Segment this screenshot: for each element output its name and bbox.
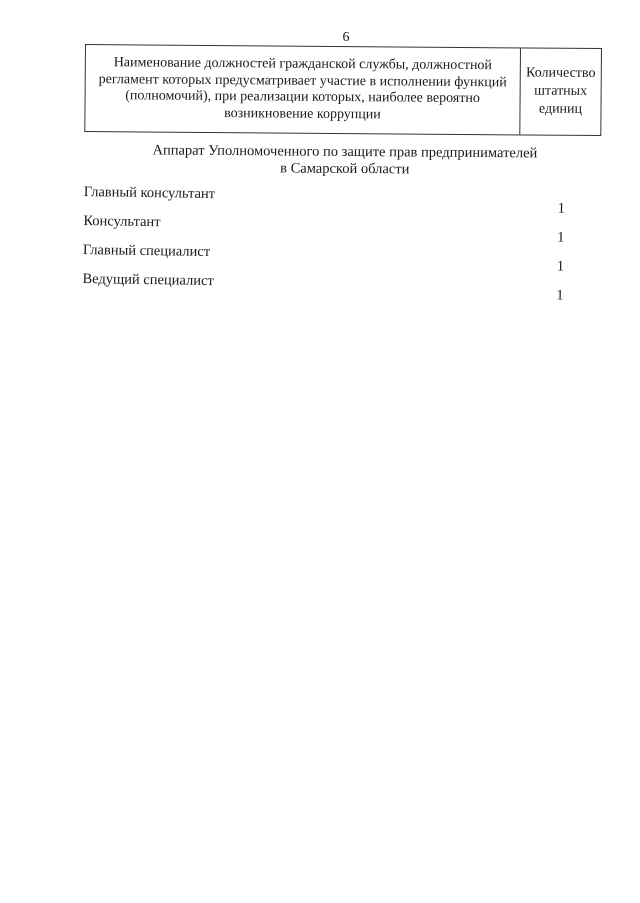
position-list: [82, 184, 584, 308]
position-count: 1: [557, 200, 566, 217]
page-number: 6: [342, 30, 350, 45]
count-header: Количество штатных единиц: [526, 65, 596, 117]
section-heading: [100, 142, 590, 180]
position-name: Главный консультант: [83, 184, 216, 203]
table-header: [84, 44, 602, 136]
position-name: Консультант: [83, 212, 161, 231]
position-name: Главный специалист: [82, 241, 211, 260]
section-title-line1: Аппарат Уполномоченного по защите прав предпринимателей: [152, 142, 538, 162]
position-name-header: Наименование должностей гражданской службы, должностной регламент которых предусматривает участие в исполнении функций (полномочий), при реализации которых, наиболее вероятно возникновение коррупции: [85, 45, 521, 134]
position-name: Ведущий специалист: [82, 270, 214, 290]
position-count: 1: [556, 287, 564, 304]
section-title-line2: в Самарской области: [280, 160, 410, 178]
position-count: 1: [557, 229, 565, 246]
position-count: 1: [556, 258, 565, 275]
